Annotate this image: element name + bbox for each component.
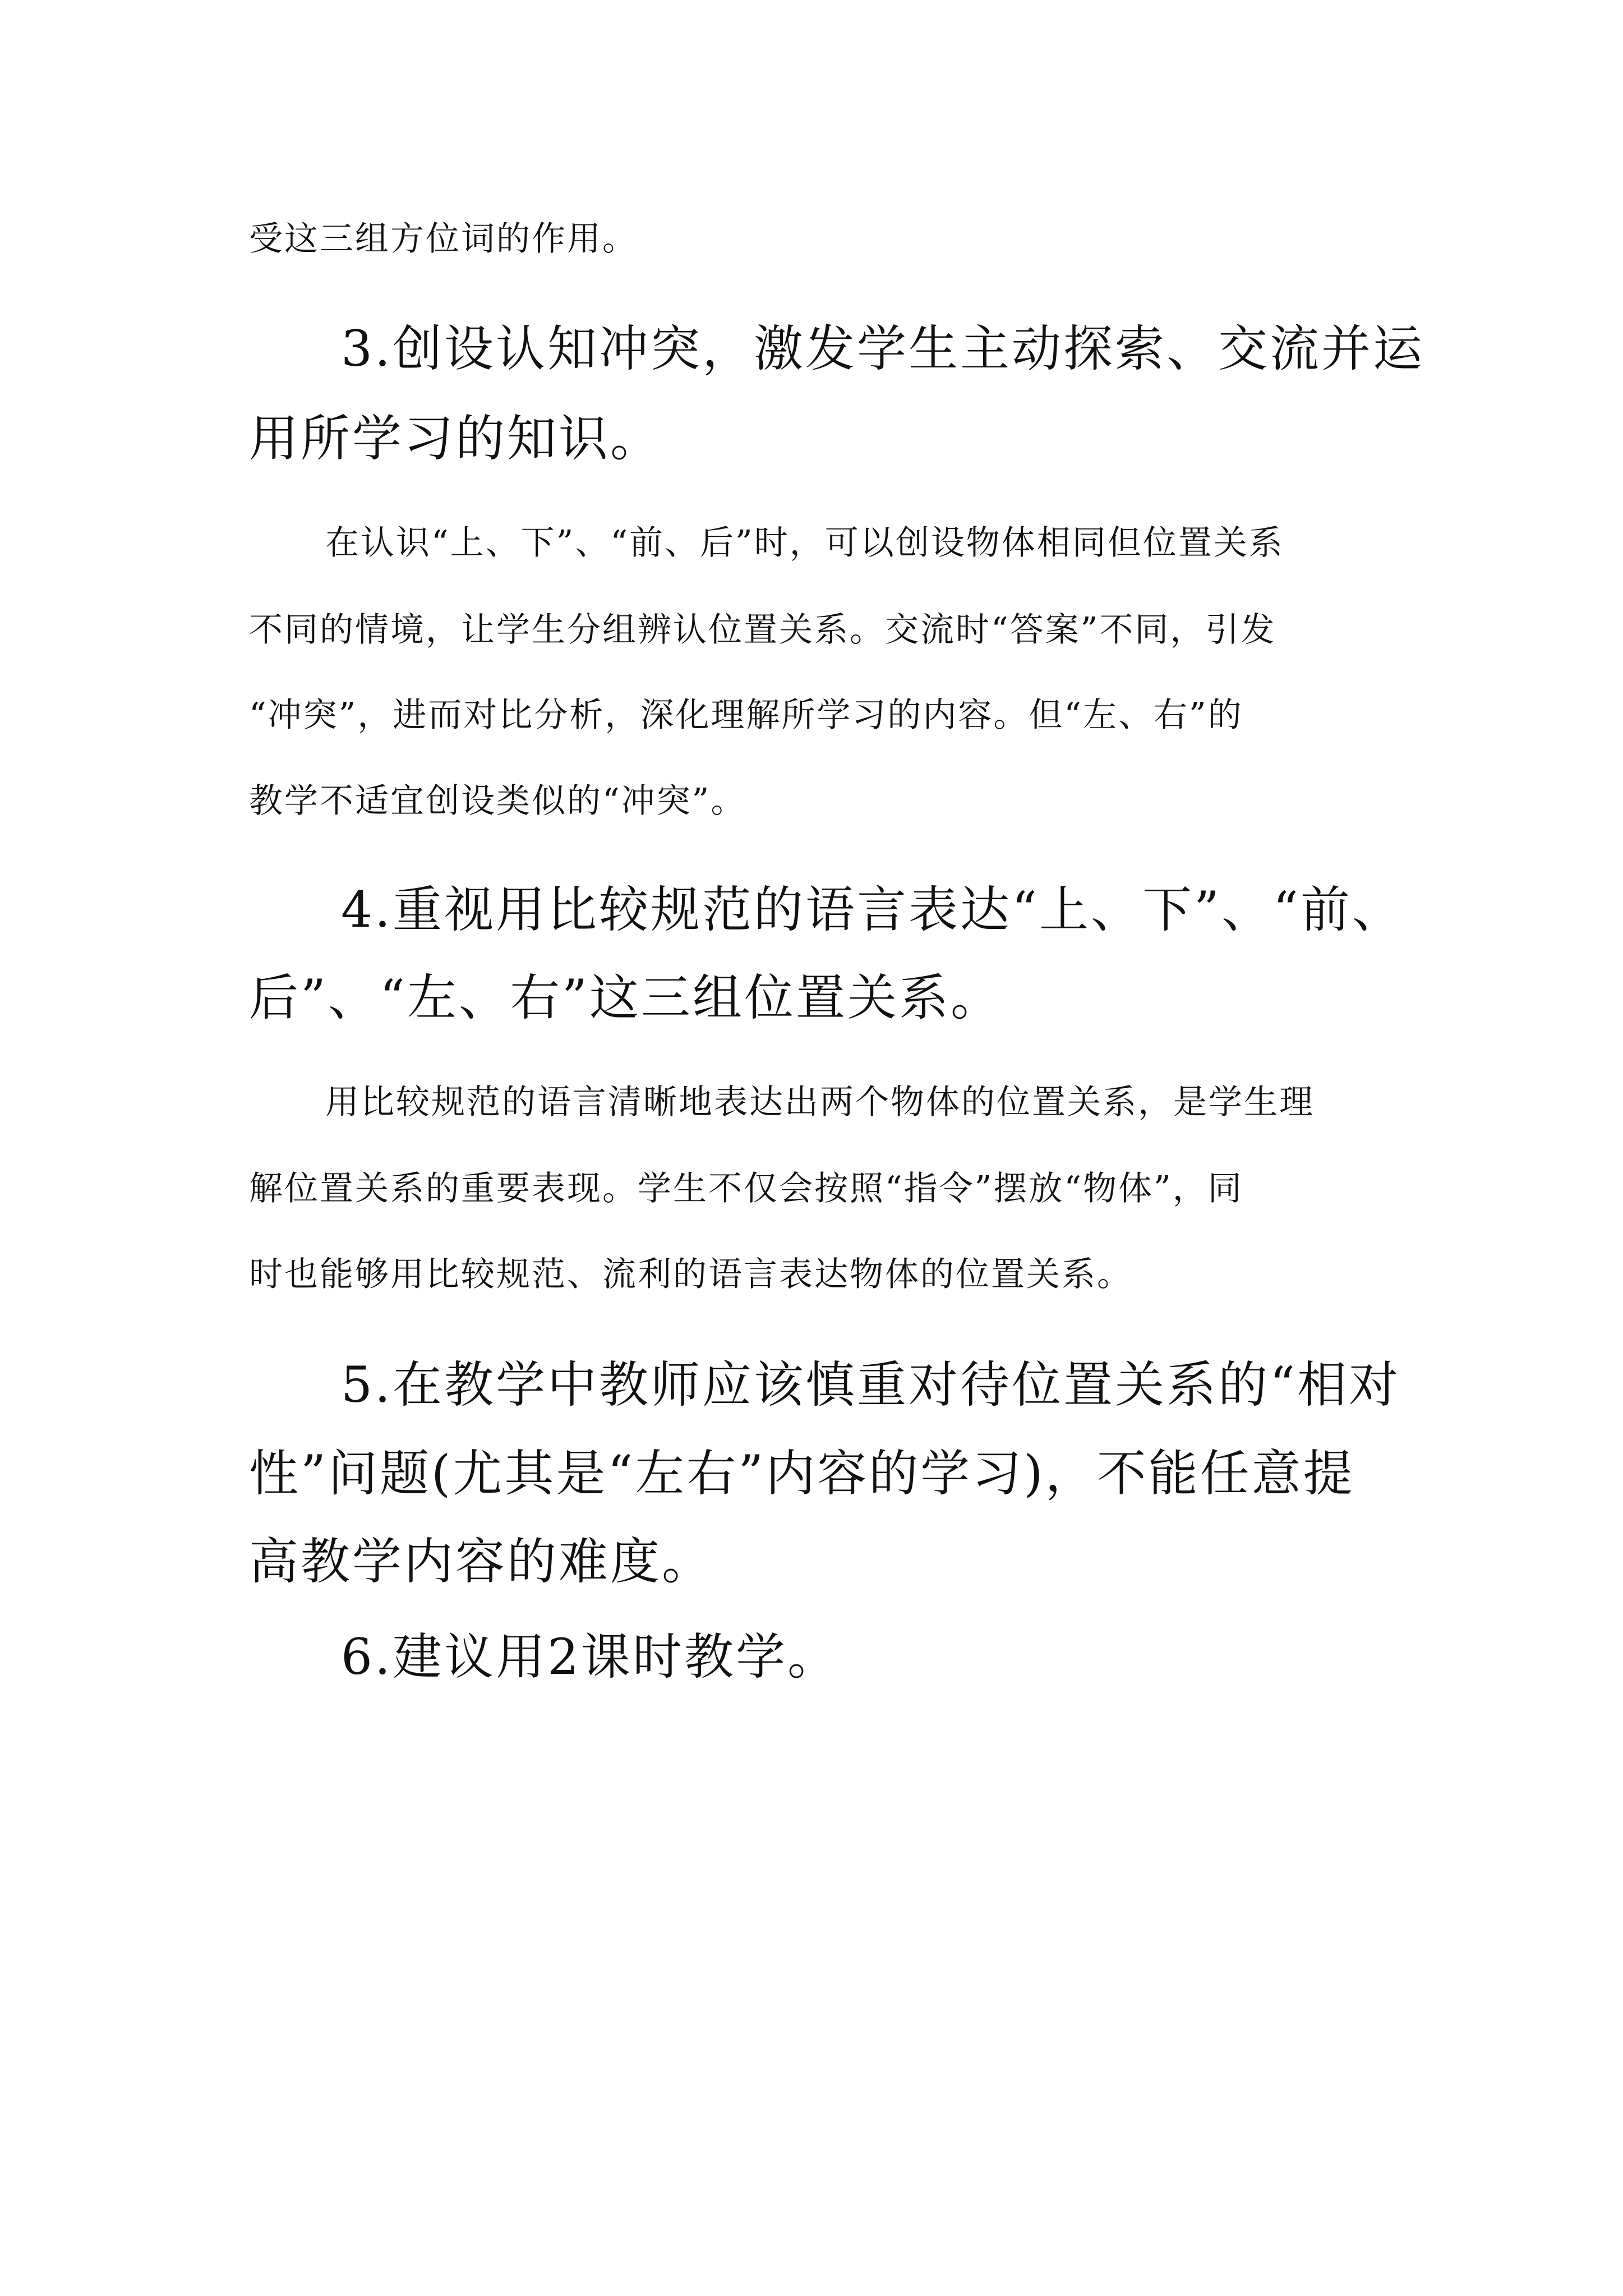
section-4-heading-line: 后”、“左、右”这三组位置关系。: [249, 969, 1002, 1027]
section-5-heading-line: 高教学内容的难度。: [249, 1533, 714, 1590]
paragraph-line: 教学不适宜创设类似的“冲突”。: [249, 781, 746, 821]
section-5-heading-line: 5.在教学中教师应该慎重对待位置关系的“相对: [341, 1356, 1400, 1414]
section-6-heading-line: 6.建议用2课时教学。: [341, 1628, 839, 1686]
section-3-heading-line: 用所学习的知识。: [249, 409, 662, 467]
section-5-heading-line: 性”问题(尤其是“左右”内容的学习)，不能任意提: [249, 1444, 1355, 1502]
section-3-heading-line: 3.创设认知冲突，激发学生主动探索、交流并运: [341, 320, 1424, 378]
paragraph-line: 时也能够用比较规范、流利的语言表达物体的位置关系。: [249, 1255, 1132, 1294]
paragraph-line: 不同的情境，让学生分组辨认位置关系。交流时“答案”不同，引发: [249, 610, 1276, 650]
paragraph-line: 在认识“上、下”、“前、后”时，可以创设物体相同但位置关系: [325, 523, 1284, 563]
paragraph-line: 用比较规范的语言清晰地表达出两个物体的位置关系，是学生理: [325, 1083, 1315, 1122]
paragraph-line: 解位置关系的重要表现。学生不仅会按照“指令”摆放“物体”，同: [249, 1169, 1243, 1208]
section-4-heading-line: 4.重视用比较规范的语言表达“上、下”、“前、: [341, 881, 1404, 938]
paragraph-continuation-line: 受这三组方位词的作用。: [249, 219, 638, 259]
paragraph-line: “冲突”，进而对比分析，深化理解所学习的内容。但“左、右”的: [249, 696, 1243, 735]
